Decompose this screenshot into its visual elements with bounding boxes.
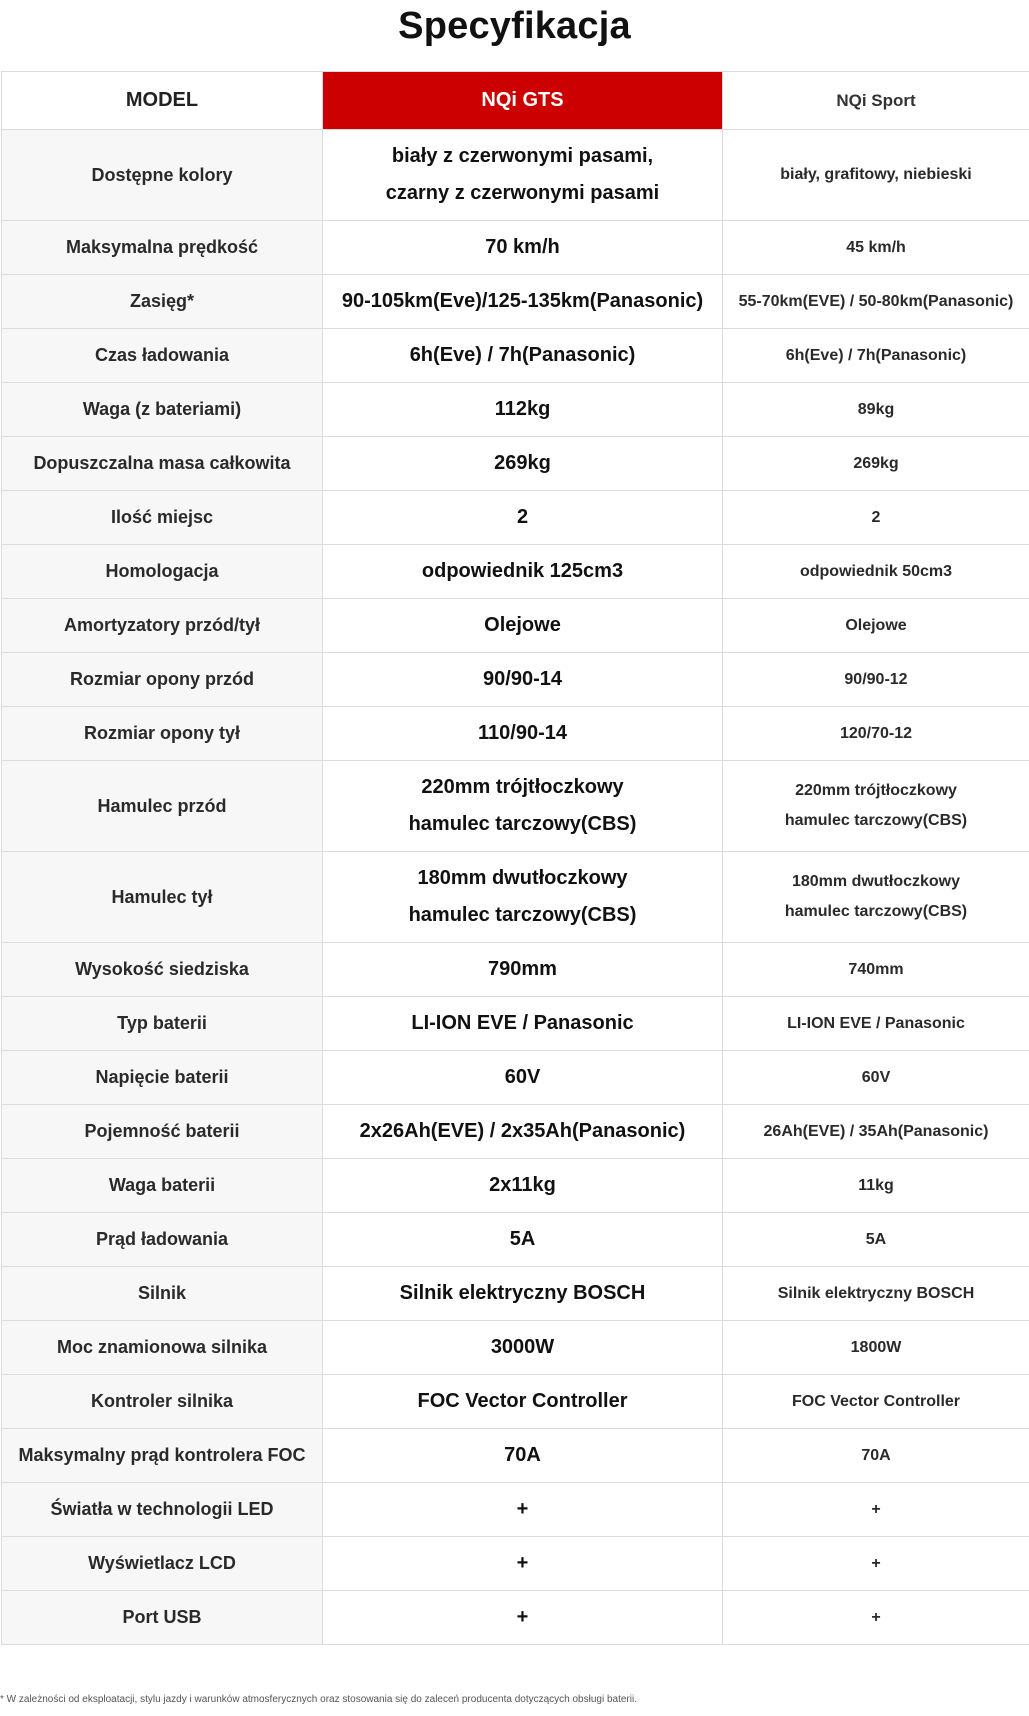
gts-value-cell (323, 1591, 723, 1645)
sport-value-cell (723, 1105, 1029, 1159)
table-row (2, 1267, 1029, 1321)
table-row (2, 545, 1029, 599)
table-row (2, 761, 1029, 852)
gts-value-line: hamulec tarczowy(CBS) (408, 813, 637, 835)
sport-value-cell (723, 761, 1029, 852)
sport-value-cell (723, 1213, 1029, 1267)
gts-value-line: 6h(Eve) / 7h(Panasonic) (409, 344, 636, 366)
table-row (2, 275, 1029, 329)
gts-value-line: hamulec tarczowy(CBS) (408, 904, 637, 926)
sport-value-cell (723, 1429, 1029, 1483)
spec-label: Hamulec przód (2, 761, 323, 852)
spec-label: Hamulec tył (2, 852, 323, 943)
gts-value-line: czarny z czerwonymi pasami (385, 182, 660, 204)
spec-table (1, 71, 1029, 1645)
sport-value-line: 55-70km(EVE) / 50-80km(Panasonic) (738, 292, 1014, 310)
header-model: MODEL (2, 72, 323, 130)
sport-value-line: 70A (861, 1446, 891, 1464)
spec-label: Pojemność baterii (2, 1105, 323, 1159)
spec-label: Napięcie baterii (2, 1051, 323, 1105)
spec-label: Wysokość siedziska (2, 943, 323, 997)
sport-value-cell (723, 1483, 1029, 1537)
table-row (2, 1591, 1029, 1645)
gts-value-line: 269kg (494, 452, 551, 474)
sport-value-cell (723, 437, 1029, 491)
spec-label: Homologacja (2, 545, 323, 599)
spec-label: Typ baterii (2, 997, 323, 1051)
sport-value-cell (723, 329, 1029, 383)
table-row (2, 997, 1029, 1051)
table-row (2, 130, 1029, 221)
gts-value-cell (323, 221, 723, 275)
table-header-row (2, 72, 1029, 130)
sport-value-line: 60V (861, 1068, 891, 1086)
table-row (2, 1537, 1029, 1591)
sport-value-cell (723, 1537, 1029, 1591)
sport-value-line: + (871, 1500, 881, 1518)
sport-value-line: 45 km/h (846, 238, 906, 256)
sport-value-cell (723, 1591, 1029, 1645)
sport-value-line: 269kg (853, 454, 899, 472)
sport-value-line: hamulec tarczowy(CBS) (784, 812, 968, 829)
sport-value-line: + (871, 1608, 881, 1626)
table-row (2, 1429, 1029, 1483)
gts-value-line: 2 (516, 506, 529, 528)
page-title: Specyfikacja (398, 5, 631, 47)
table-row (2, 221, 1029, 275)
sport-value-cell (723, 1267, 1029, 1321)
header-nqi-sport: NQi Sport (723, 72, 1029, 130)
sport-value-cell (723, 599, 1029, 653)
table-row (2, 1051, 1029, 1105)
sport-value-line: hamulec tarczowy(CBS) (784, 903, 968, 920)
table-row (2, 1321, 1029, 1375)
sport-value-line: 1800W (850, 1338, 902, 1356)
sport-value-cell (723, 707, 1029, 761)
gts-value-line: + (516, 1552, 529, 1574)
sport-value-line: 2 (871, 508, 881, 526)
sport-value-line: 120/70-12 (839, 724, 913, 742)
spec-label: Silnik (2, 1267, 323, 1321)
sport-value-cell (723, 1051, 1029, 1105)
gts-value-line: 2x11kg (489, 1174, 556, 1196)
sport-value-cell (723, 383, 1029, 437)
table-row (2, 599, 1029, 653)
gts-value-line: 70A (504, 1444, 541, 1466)
spec-label: Rozmiar opony tył (2, 707, 323, 761)
table-row (2, 491, 1029, 545)
spec-label: Wyświetlacz LCD (2, 1537, 323, 1591)
spec-label: Moc znamionowa silnika (2, 1321, 323, 1375)
sport-value-cell (723, 943, 1029, 997)
sport-value-cell (723, 1321, 1029, 1375)
sport-value-line: 11kg (858, 1176, 894, 1194)
sport-value-line: biały, grafitowy, niebieski (780, 166, 972, 183)
gts-value-line: 5A (509, 1228, 536, 1250)
gts-value-cell (323, 1267, 723, 1321)
gts-value-line: 2x26Ah(EVE) / 2x35Ah(Panasonic) (359, 1120, 686, 1142)
gts-value-cell (323, 707, 723, 761)
gts-value-cell (323, 491, 723, 545)
spec-label: Czas ładowania (2, 329, 323, 383)
gts-value-line: 60V (504, 1066, 541, 1088)
gts-value-line: LI-ION EVE / Panasonic (411, 1012, 634, 1034)
sport-value-line: 6h(Eve) / 7h(Panasonic) (785, 346, 967, 364)
table-row (2, 943, 1029, 997)
spec-label: Prąd ładowania (2, 1213, 323, 1267)
gts-value-line: + (516, 1498, 529, 1520)
table-row (2, 852, 1029, 943)
gts-value-cell (323, 653, 723, 707)
gts-value-cell (323, 997, 723, 1051)
table-row (2, 1483, 1029, 1537)
spec-label: Waga baterii (2, 1159, 323, 1213)
gts-value-line: FOC Vector Controller (417, 1390, 628, 1412)
sport-value-line: 220mm trójtłoczkowy (795, 782, 957, 799)
sport-value-cell (723, 275, 1029, 329)
spec-label: Zasięg* (2, 275, 323, 329)
gts-value-line: biały z czerwonymi pasami, (391, 145, 654, 167)
gts-value-cell (323, 1213, 723, 1267)
sport-value-cell (723, 491, 1029, 545)
sport-value-line: 180mm dwutłoczkowy (791, 873, 961, 890)
gts-value-cell (323, 545, 723, 599)
gts-value-cell (323, 761, 723, 852)
sport-value-cell (723, 852, 1029, 943)
sport-value-line: odpowiednik 50cm3 (799, 562, 953, 580)
gts-value-line: 3000W (490, 1336, 555, 1358)
gts-value-cell (323, 1051, 723, 1105)
sport-value-line: 740mm (848, 960, 904, 978)
sport-value-line: + (871, 1554, 881, 1572)
gts-value-cell (323, 1483, 723, 1537)
spec-label: Kontroler silnika (2, 1375, 323, 1429)
table-row (2, 1375, 1029, 1429)
spec-label: Port USB (2, 1591, 323, 1645)
spec-label: Amortyzatory przód/tył (2, 599, 323, 653)
gts-value-cell (323, 383, 723, 437)
sport-value-line: 5A (865, 1230, 887, 1248)
sport-value-line: LI-ION EVE / Panasonic (787, 1014, 965, 1032)
spec-label: Światła w technologii LED (2, 1483, 323, 1537)
gts-value-cell (323, 852, 723, 943)
gts-value-cell (323, 437, 723, 491)
sport-value-line: Silnik elektryczny BOSCH (777, 1284, 975, 1302)
header-nqi-gts: NQi GTS (323, 72, 723, 130)
gts-value-line: 90-105km(Eve)/125-135km(Panasonic) (341, 290, 704, 312)
table-row (2, 437, 1029, 491)
gts-value-cell (323, 275, 723, 329)
sport-value-line: 26Ah(EVE) / 35Ah(Panasonic) (763, 1122, 989, 1140)
sport-value-cell (723, 130, 1029, 221)
gts-value-cell (323, 1159, 723, 1213)
spec-label: Maksymalna prędkość (2, 221, 323, 275)
sport-value-cell (723, 997, 1029, 1051)
table-row (2, 653, 1029, 707)
gts-value-cell (323, 599, 723, 653)
sport-value-cell (723, 1159, 1029, 1213)
gts-value-cell (323, 1429, 723, 1483)
table-row (2, 707, 1029, 761)
table-row (2, 1105, 1029, 1159)
spec-label: Dopuszczalna masa całkowita (2, 437, 323, 491)
gts-value-line: 112kg (494, 398, 551, 420)
gts-value-cell (323, 1375, 723, 1429)
sport-value-cell (723, 653, 1029, 707)
sport-value-cell (723, 545, 1029, 599)
footnote: * W zależności od eksploatacji, stylu jazdy i warunków atmosferycznych oraz stosowania się do zaleceń producenta dotyczących obsługi baterii. (0, 1694, 637, 1705)
sport-value-line: Olejowe (845, 616, 907, 634)
table-row (2, 1159, 1029, 1213)
gts-value-line: Olejowe (484, 614, 561, 636)
spec-table-body (2, 130, 1029, 1645)
gts-value-cell (323, 943, 723, 997)
sport-value-line: FOC Vector Controller (791, 1392, 961, 1410)
gts-value-line: odpowiednik 125cm3 (421, 560, 624, 582)
gts-value-cell (323, 1537, 723, 1591)
spec-label: Maksymalny prąd kontrolera FOC (2, 1429, 323, 1483)
gts-value-cell (323, 130, 723, 221)
gts-value-line: 110/90-14 (478, 722, 567, 744)
sport-value-cell (723, 221, 1029, 275)
gts-value-cell (323, 1321, 723, 1375)
gts-value-line: + (516, 1606, 529, 1628)
table-row (2, 383, 1029, 437)
gts-value-line: 90/90-14 (483, 668, 562, 690)
spec-label: Ilość miejsc (2, 491, 323, 545)
gts-value-line: 220mm trójtłoczkowy (421, 776, 624, 798)
sport-value-line: 90/90-12 (844, 670, 908, 688)
gts-value-line: Silnik elektryczny BOSCH (399, 1282, 646, 1304)
sport-value-line: 89kg (857, 400, 895, 418)
gts-value-line: 180mm dwutłoczkowy (417, 867, 628, 889)
spec-label: Waga (z bateriami) (2, 383, 323, 437)
gts-value-line: 70 km/h (485, 236, 560, 258)
table-row (2, 329, 1029, 383)
spec-label: Rozmiar opony przód (2, 653, 323, 707)
table-row (2, 1213, 1029, 1267)
gts-value-cell (323, 329, 723, 383)
gts-value-cell (323, 1105, 723, 1159)
spec-label: Dostępne kolory (2, 130, 323, 221)
gts-value-line: 790mm (488, 958, 557, 980)
sport-value-cell (723, 1375, 1029, 1429)
